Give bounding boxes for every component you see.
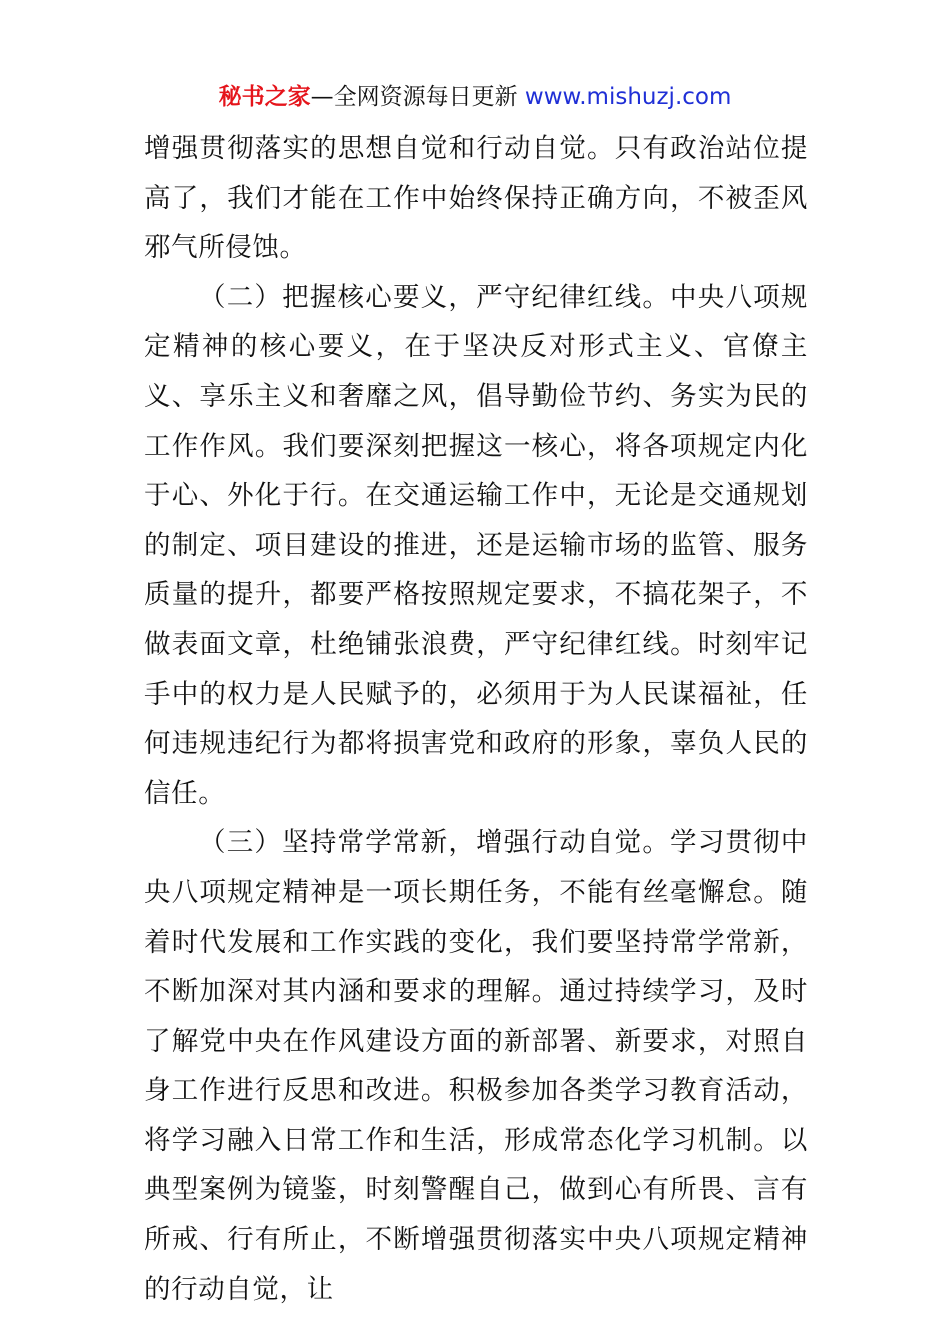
paragraph-section-two: （二）把握核心要义，严守纪律红线。中央八项规定精神的核心要义，在于坚决反对形式主义、官僚主义、享乐主义和奢靡之风，倡导勤俭节约、务实为民的工作作风。我们要深刻把握这一核心，将各项规定内化于心、外化于行。在交通运输工作中，无论是交通规划的制定、项目建设的推进，还是运输市场的监管、服务质量的提升，都要严格按照规定要求，不搞花架子，不做表面文章，杜绝铺张浪费，严守纪律红线。时刻牢记手中的权力是人民赋予的，必须用于为人民谋福祉，任何违规违纪行为都将损害党和政府的形象，辜负人民的信任。 [144, 281, 808, 809]
site-url-link[interactable]: www.mishuzj.com [524, 84, 732, 110]
site-brand: 秘书之家 [218, 84, 311, 110]
site-tagline: —全网资源每日更新 [310, 84, 518, 110]
site-header [0, 82, 950, 112]
paragraph-section-three: （三）坚持常学常新，增强行动自觉。学习贯彻中央八项规定精神是一项长期任务，不能有丝毫懈怠。随着时代发展和工作实践的变化，我们要坚持常学常新，不断加深对其内涵和要求的理解。通过持续学习，及时了解党中央在作风建设方面的新部署、新要求，对照自身工作进行反思和改进。积极参加各类学习教育活动，将学习融入日常工作和生活，形成常态化学习机制。以典型案例为镜鉴，时刻警醒自己，做到心有所畏、言有所戒、行有所止，不断增强贯彻落实中央八项规定精神的行动自觉，让 [144, 827, 808, 1305]
paragraph-continued: 增强贯彻落实的思想自觉和行动自觉。只有政治站位提高了，我们才能在工作中始终保持正确方向，不被歪风邪气所侵蚀。 [144, 133, 808, 264]
document-body [144, 124, 808, 1314]
